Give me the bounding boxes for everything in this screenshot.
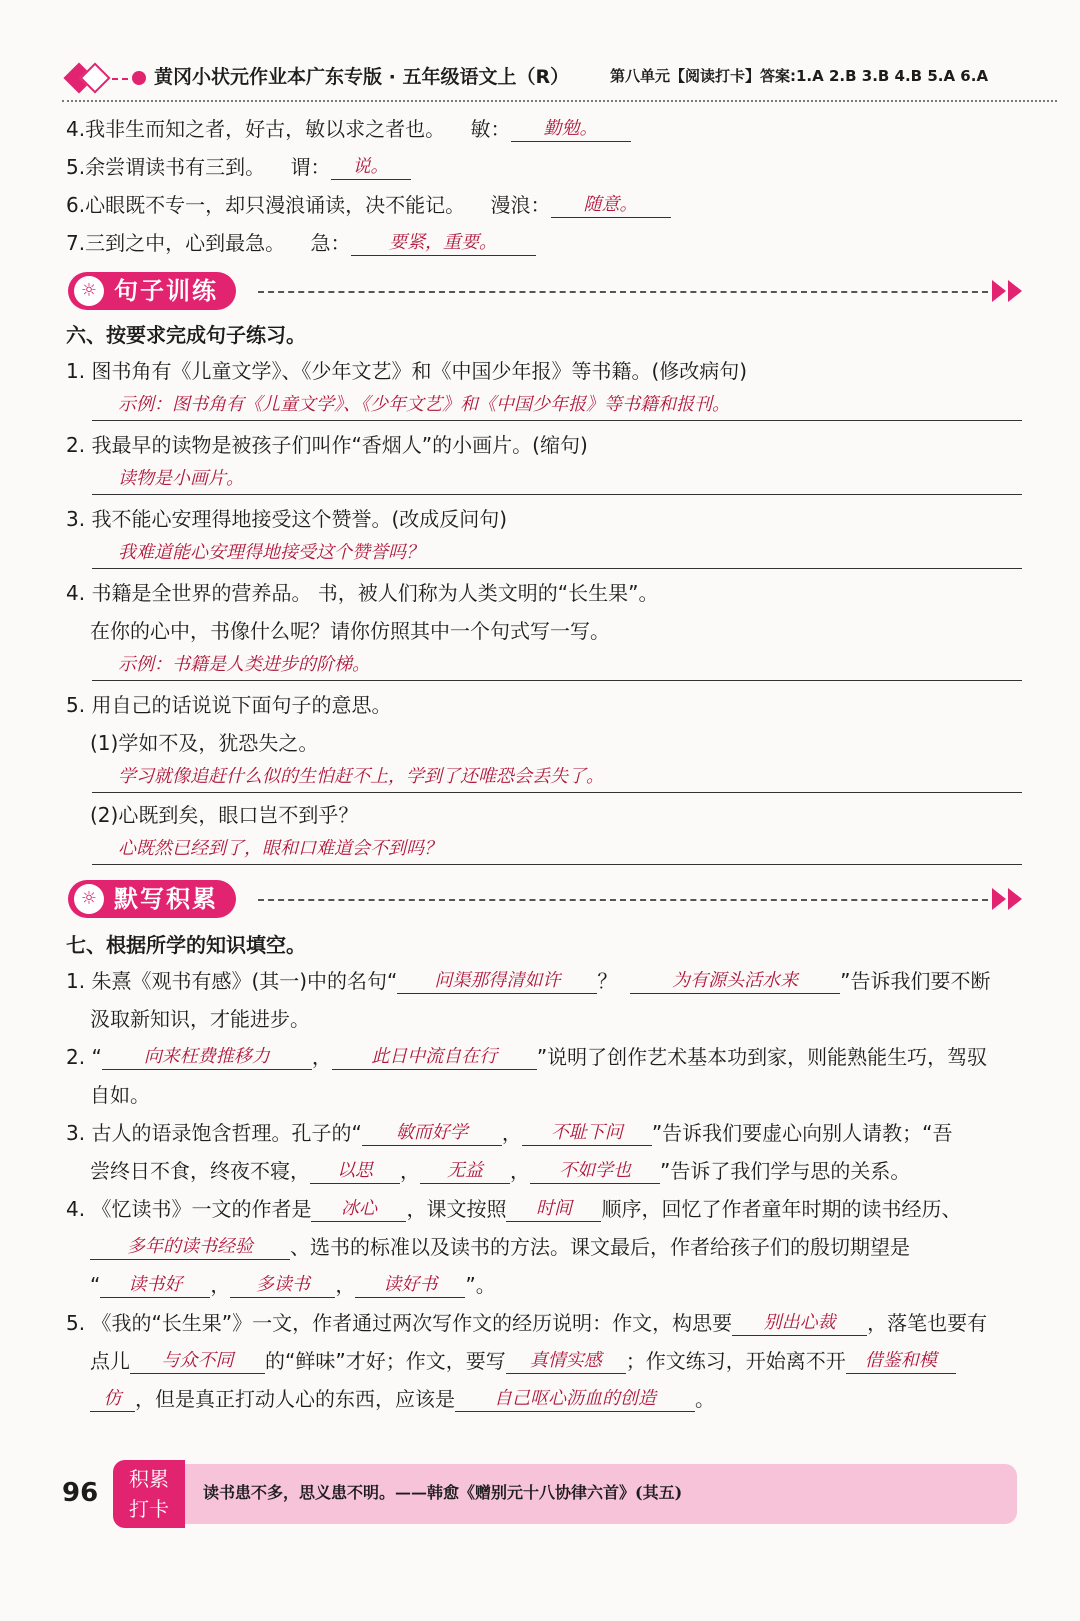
fill-question-4-cont: 多年的读书经验 、选书的标准以及读书的方法。课文最后，作者给孩子们的殷切期望是 xyxy=(90,1234,910,1260)
answer-blank: 要紧，重要。 xyxy=(351,231,536,256)
answer-line: 示例：图书角有《儿童文学》、《少年文艺》和《中国少年报》等书籍和报刊。 xyxy=(92,390,1022,421)
answer-blank: 勤勉。 xyxy=(511,117,631,142)
answer-blank: 敏而好学 xyxy=(362,1121,502,1146)
question: 1. 图书角有《儿童文学》、《少年文艺》和《中国少年报》等书籍。(修改病句) xyxy=(66,359,748,383)
answer-blank: 与众不同 xyxy=(130,1349,265,1374)
question: 在你的心中，书像什么呢？请你仿照其中一个句式写一写。 xyxy=(90,619,610,643)
answer-line: 学习就像追赶什么似的生怕赶不上，学到了还唯恐会丢失了。 xyxy=(92,762,1022,793)
question: 3. 我不能心安理得地接受这个赞誉。(改成反问句) xyxy=(66,507,508,531)
header-divider xyxy=(62,100,1057,102)
answer-blank: 此日中流自在行 xyxy=(332,1045,537,1070)
book-title: 黄冈小状元作业本广东专版 · 五年级语文上（R） xyxy=(154,66,570,88)
answer-blank: 无益 xyxy=(420,1159,510,1184)
answer-blank: 多读书 xyxy=(230,1273,335,1298)
lightbulb-icon: ☼ xyxy=(74,884,104,914)
fill-question-4-cont2: “ 读书好 ， 多读书 ， 读好书 ”。 xyxy=(90,1273,496,1297)
arrow-icon xyxy=(1008,888,1022,910)
fill-question-1-cont: 汲取新知识，才能进步。 xyxy=(90,1007,310,1031)
section-title: 默写积累 xyxy=(68,880,236,918)
answer-blank: 为有源头活水来 xyxy=(630,969,840,994)
section-heading: 七、根据所学的知识填空。 xyxy=(66,933,306,957)
arrow-icon xyxy=(992,888,1006,910)
answer-blank: 不耻下问 xyxy=(522,1121,652,1146)
sub-question: (2)心既到矣，眼口岂不到乎？ xyxy=(90,803,359,827)
header-dash xyxy=(112,78,128,80)
answer-blank: 借鉴和模 xyxy=(846,1349,956,1374)
arrow-icon xyxy=(992,280,1006,302)
fill-question-5: 5. 《我的“长生果”》一文，作者通过两次写作文的经历说明：作文，构思要 别出心裁 ，落笔也要有 xyxy=(66,1311,988,1335)
fill-question-2-cont: 自如。 xyxy=(90,1083,150,1107)
answer-line: 示例：书籍是人类进步的阶梯。 xyxy=(92,650,1022,681)
fill-question-4: 4. 《忆读书》一文的作者是 冰心 ，课文按照 时间 顺序，回忆了作者童年时期的读书经历、 xyxy=(66,1197,962,1221)
answer-line: 读物是小画片。 xyxy=(92,464,1022,495)
fill-question-5-cont2: 仿 ，但是真正打动人心的东西，应该是 自己呕心沥血的创造 。 xyxy=(90,1386,715,1412)
question: 5. 用自己的话说说下面句子的意思。 xyxy=(66,693,392,717)
answer-blank: 时间 xyxy=(506,1197,601,1222)
footer-quote: 读书患不多，思义患不明。——韩愈《赠别元十八协律六首》(其五) xyxy=(203,1483,683,1502)
question: 2. 我最早的读物是被孩子们叫作“香烟人”的小画片。(缩句) xyxy=(66,433,588,457)
vocab-5: 5.余尝谓读书有三到。 谓： 说。 xyxy=(66,154,411,180)
answer-blank: 多年的读书经验 xyxy=(90,1235,290,1260)
answer-key: 第八单元【阅读打卡】答案:1.A 2.B 3.B 4.B 5.A 6.A xyxy=(610,67,989,85)
footer-tag: 积累 打卡 xyxy=(113,1460,185,1528)
section-banner-sentence xyxy=(68,272,1023,312)
fill-question-2: 2. “ 向来枉费推移力 ， 此日中流自在行 ”说明了创作艺术基本功到家，则能熟能生巧，驾驭 xyxy=(66,1045,988,1069)
answer-blank: 问渠那得清如许 xyxy=(397,969,597,994)
answer-blank: 读好书 xyxy=(355,1273,465,1298)
page-header xyxy=(62,60,1057,102)
lightbulb-icon: ☼ xyxy=(74,276,104,306)
answer-blank: 向来枉费推移力 xyxy=(102,1045,312,1070)
footer-quote-bar xyxy=(185,1464,1017,1524)
section-title: 句子训练 xyxy=(68,272,236,310)
answer-blank: 以思 xyxy=(310,1159,400,1184)
vocab-6: 6.心眼既不专一，却只漫浪诵读，决不能记。 漫浪： 随意。 xyxy=(66,192,671,218)
fill-question-1: 1. 朱熹《观书有感》(其一)中的名句“ 问渠那得清如许 ？ 为有源头活水来 ”告诉我们要不断 xyxy=(66,969,991,993)
answer-blank: 真情实感 xyxy=(506,1349,626,1374)
fill-question-5-cont: 点儿 与众不同 的“鲜味”才好；作文，要写 真情实感 ；作文练习，开始离不开 借鉴和模 xyxy=(90,1348,956,1374)
section-heading: 六、按要求完成句子练习。 xyxy=(66,323,306,347)
vocab-7: 7.三到之中，心到最急。 急： 要紧，重要。 xyxy=(66,230,536,256)
sub-question: (1)学如不及，犹恐失之。 xyxy=(90,731,319,755)
section-banner-dictation xyxy=(68,880,1023,920)
answer-blank: 冰心 xyxy=(311,1197,406,1222)
answer-blank: 不如学也 xyxy=(530,1159,660,1184)
answer-blank: 说。 xyxy=(331,155,411,180)
question: 4. 书籍是全世界的营养品。 书，被人们称为人类文明的“长生果”。 xyxy=(66,581,659,605)
header-dot-icon xyxy=(132,71,146,85)
answer-blank: 别出心裁 xyxy=(732,1311,867,1336)
answer-blank: 自己呕心沥血的创造 xyxy=(455,1387,695,1412)
fill-question-3-cont: 尝终日不食，终夜不寝， 以思 ， 无益 ， 不如学也 ”告诉了我们学与思的关系。 xyxy=(90,1159,911,1183)
answer-line: 我难道能心安理得地接受这个赞誉吗？ xyxy=(92,538,1022,569)
arrow-icon xyxy=(1008,280,1022,302)
page-number: 96 xyxy=(62,1478,99,1508)
answer-blank: 仿 xyxy=(90,1387,135,1412)
fill-question-3: 3. 古人的语录饱含哲理。孔子的“ 敏而好学 ， 不耻下问 ”告诉我们要虚心向别人请教；“吾 xyxy=(66,1121,953,1145)
answer-blank: 读书好 xyxy=(100,1273,210,1298)
vocab-4: 4.我非生而知之者，好古，敏以求之者也。 敏： 勤勉。 xyxy=(66,116,631,142)
answer-line: 心既然已经到了，眼和口难道会不到吗？ xyxy=(92,834,1022,865)
answer-blank: 随意。 xyxy=(551,193,671,218)
